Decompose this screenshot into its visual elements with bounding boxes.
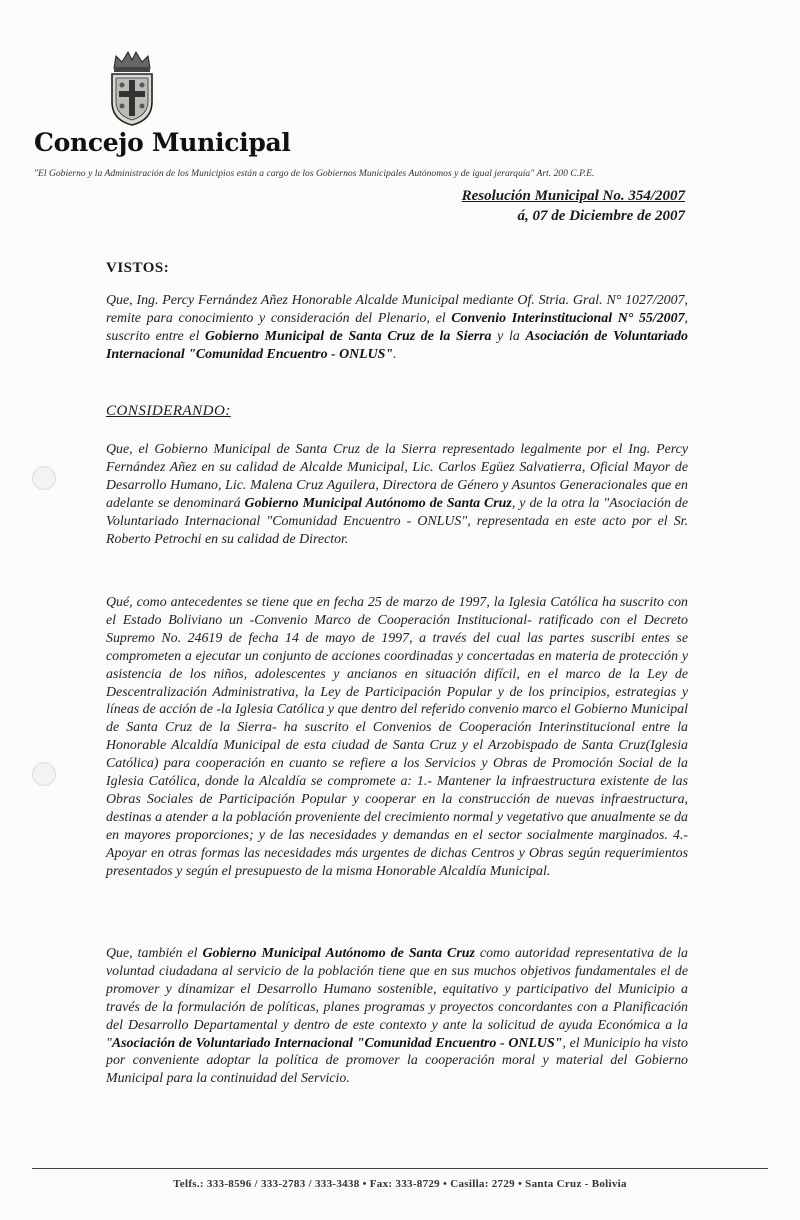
resolution-number: Resolución Municipal No. 354/2007	[461, 188, 685, 204]
punch-hole	[32, 762, 56, 786]
asociacion-name: Asociación de Voluntariado Internacional "Comunidad Encuentro - ONLUS"	[106, 328, 688, 362]
text-run: , suscrito entre el	[106, 310, 688, 344]
considerando-paragraph-1	[106, 441, 688, 548]
footer-divider	[32, 1168, 768, 1169]
gobierno-autonomo-name: Gobierno Municipal Autónomo de Santa Cruz	[202, 946, 475, 961]
considerando-paragraph-3	[106, 945, 688, 1088]
asociacion-name: Asociación de Voluntariado Internacional "Comunidad Encuentro - ONLUS"	[111, 1035, 563, 1051]
gobierno-name: Gobierno Municipal de Santa Cruz de la Sierra	[204, 328, 492, 344]
footer-contact: Telfs.: 333-8596 / 333-2783 / 333-3438 • Fax: 333-8729 • Casilla: 2729 • Santa Cruz - Bolivia	[173, 1178, 627, 1190]
punch-hole	[32, 466, 56, 490]
text-run: Que, el Gobierno Municipal de Santa Cruz de la Sierra representado legalmente por el Ing. Percy Fernández Añez en su calidad de Alcalde Municipal, Lic. Carlos Egüez Salvatierra, Oficial Mayor de Desarrollo Humano, Lic. Malena Cruz Aguilera, Directora de Género y Asuntos Generacionales que en adelante se denominará	[106, 442, 688, 511]
considerando-heading: CONSIDERANDO:	[106, 403, 231, 419]
text-run: , el Municipio ha visto por conveniente adoptar la política de promover la cooperación moral y material del Gobierno Municipal para la continuidad del Servicio.	[106, 1035, 688, 1087]
constitution-motto: "El Gobierno y la Administración de los Municipios están a cargo de los Gobiernos Municipales Autónomos y de igual jerarquía" Art. 200 C.P.E.	[34, 168, 595, 179]
text-run: , y de la otra la "Asociación de Voluntariado Internacional "Comunidad Encuentro - ONLUS", representada en este acto por el Sr. Roberto Petrochi en su calidad de Director.	[106, 495, 689, 547]
text-run: Que, Ing. Percy Fernández Añez Honorable Alcalde Municipal mediante Of. Stria. Gral. N° 1027/2007, remite para conocimiento y consideración del Plenario, el	[106, 293, 688, 326]
coat-of-arms-icon	[104, 50, 160, 126]
organization-name: Concejo Municipal	[34, 128, 291, 157]
text-run: .	[393, 346, 397, 362]
text-run: y la	[491, 328, 526, 344]
resolution-block	[462, 186, 685, 226]
considerando-paragraph-2: Qué, como antecedentes se tiene que en fecha 25 de marzo de 1997, la Iglesia Católica ha suscrito con el Estado Boliviano un -Convenio Marco de Cooperación Institucional- ratificado con el Decreto Supremo No. 24619 de fecha 14 de mayo de 1997, a través del cual las partes suscribi entes se comprometen a ejecutar un conjunto de acciones coordinadas y concertadas en materia de protección y asistencia de los niños, adolescentes y ancianos en situación difícil, en el marco de la Ley de Descentralización Administrativa, la Ley de Participación Popular y de los principios, estrategias y líneas de acción de -la Iglesia Católica y que dentro del referido convenio marco el Gobierno Municipal de Santa Cruz de la Sierra- ha suscrito el Convenios de Cooperación Interinstitucional entre la Honorable Alcaldía Municipal de esta ciudad de Santa Cruz y el Arzobispado de Santa Cruz(Iglesia Católica) para cooperación en cuanto se refiere a los Servicios y Obras de Promoción Social de la Iglesia Católica, donde la Alcaldía se compromete a: 1.- Mantener la infraestructura existente de las Obras Sociales de Participación Popular y cooperar en la construcción de nuevas infraestructura, destinas a atender a la población proveniente del crecimiento normal y vegetativo que anualmente se da en mayores proporciones; y de las necesidades y demandas en el sector socialmente marginados. 4.- Apoyar en otras formas las necesidades más urgentes de dichas Centros y Obras según requerimientos presentados y según el presupuesto de la misma Honorable Alcaldía Municipal.	[106, 595, 688, 879]
text-run: como autoridad representativa de la voluntad ciudadana al servicio de la población tiene que en sus muchos objetivos fundamentales el de promover y dinamizar el Desarrollo Humano sostenible, equitativo y participativo del Municipio a través de la formulación de políticas, planes programas y proyectos concordantes con a Planificación del Desarrollo Departamental y dentro de este contexto y ante la solicitud de ayuda Económica a la "	[106, 946, 689, 1051]
convenio-name: Convenio Interinstitucional N° 55/2007	[451, 310, 685, 326]
text-run: Que, también el	[106, 946, 203, 961]
gobierno-autonomo-name: Gobierno Municipal Autónomo de Santa Cruz	[244, 495, 512, 511]
vistos-heading: VISTOS:	[106, 260, 170, 276]
vistos-paragraph	[106, 292, 688, 364]
resolution-date: á, 07 de Diciembre de 2007	[517, 208, 685, 224]
